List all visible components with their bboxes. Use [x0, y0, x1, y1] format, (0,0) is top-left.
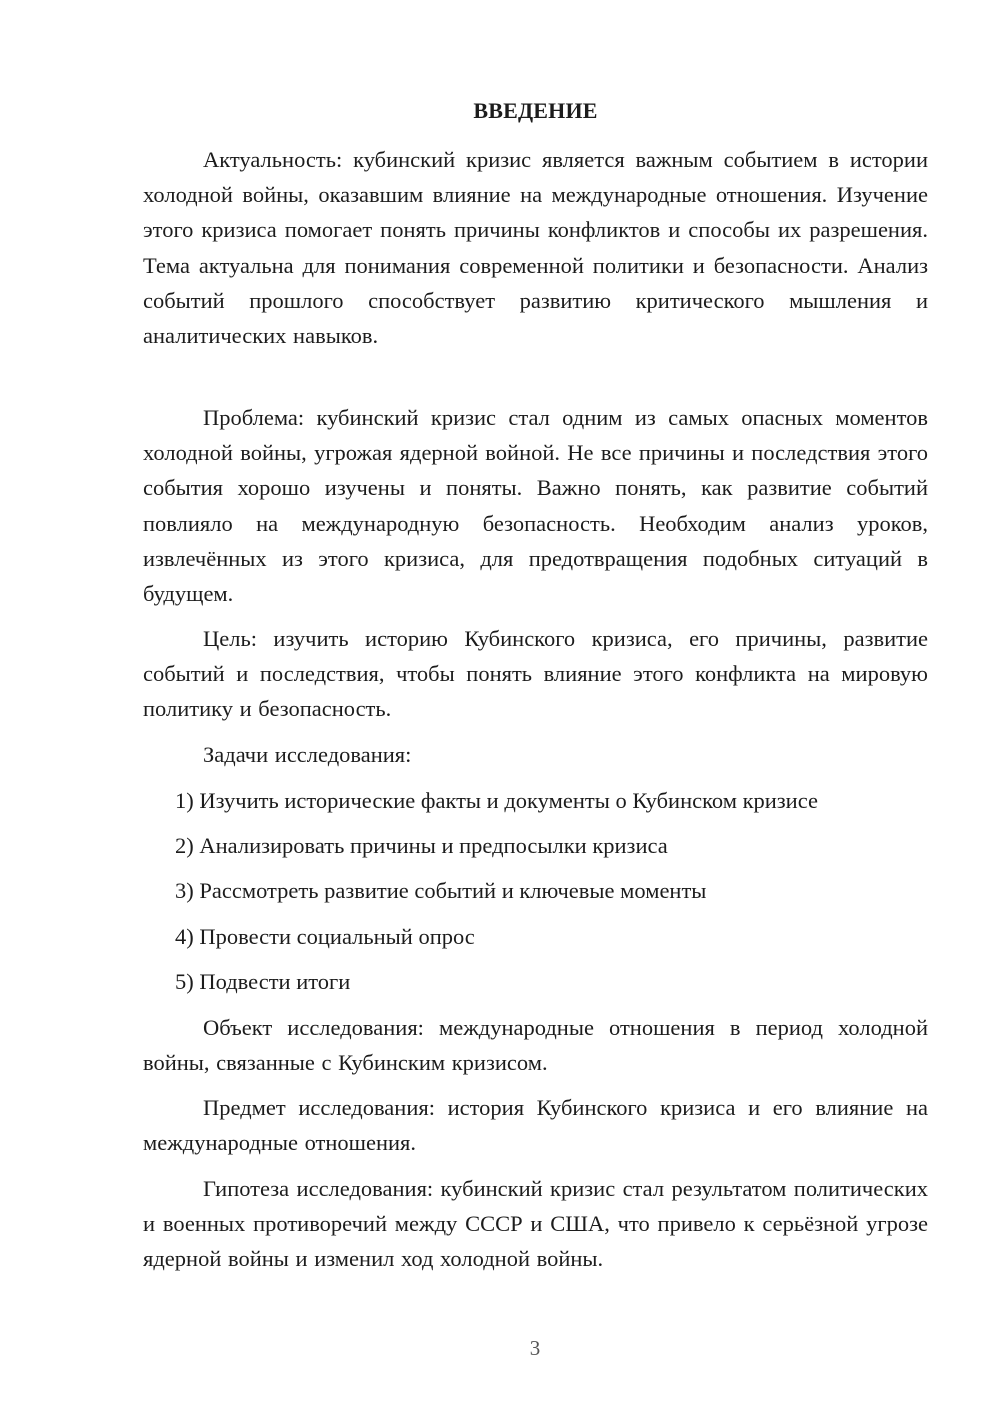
hypothesis-paragraph: Гипотеза исследования: кубинский кризис стал результатом политических и военных противоречий между СССР и США, что привело к серьёзной угрозе ядерной войны и изменил ход холодной войны. — [143, 1176, 928, 1272]
page-title: ВВЕДЕНИЕ — [473, 98, 598, 123]
problem-paragraph: Проблема: кубинский кризис стал одним из самых опасных моментов холодной войны, угрожая ядерной войной. Не все причины и последствия этого события хорошо изучены и поняты. Важно понять, как развитие событий повлияло на международную безопасность. Необходим анализ уроков, извлечённых из этого кризиса, для предотвращения подобных ситуаций в будущем. — [143, 405, 928, 607]
object-paragraph: Объект исследования: международные отношения в период холодной войны, связанные с Кубинским кризисом. — [143, 1015, 928, 1076]
list-item: 5) Подвести итоги — [175, 969, 351, 994]
page-number: 3 — [529, 1336, 541, 1360]
list-item: 4) Провести социальный опрос — [175, 924, 475, 949]
list-item: 1) Изучить исторические факты и документы о Кубинском кризисе — [175, 788, 818, 813]
subject-paragraph: Предмет исследования: история Кубинского кризиса и его влияние на международные отношения. — [143, 1095, 928, 1156]
goal-paragraph: Цель: изучить историю Кубинского кризиса, его причины, развитие событий и последствия, чтобы понять влияние этого конфликта на мировую политику и безопасность. — [143, 626, 928, 722]
list-item: 2) Анализировать причины и предпосылки кризиса — [175, 833, 668, 858]
tasks-title: Задачи исследования: — [203, 742, 412, 767]
relevance-paragraph: Актуальность: кубинский кризис является важным событием в истории холодной войны, оказавшим влияние на международные отношения. Изучение этого кризиса помогает понять причины конфликтов и способы их разрешения. Тема актуальна для понимания современной политики и безопасности. Анализ событий прошлого способствует развитию критического мышления и аналитических навыков. — [143, 147, 928, 349]
list-item: 3) Рассмотреть развитие событий и ключевые моменты — [175, 878, 707, 903]
